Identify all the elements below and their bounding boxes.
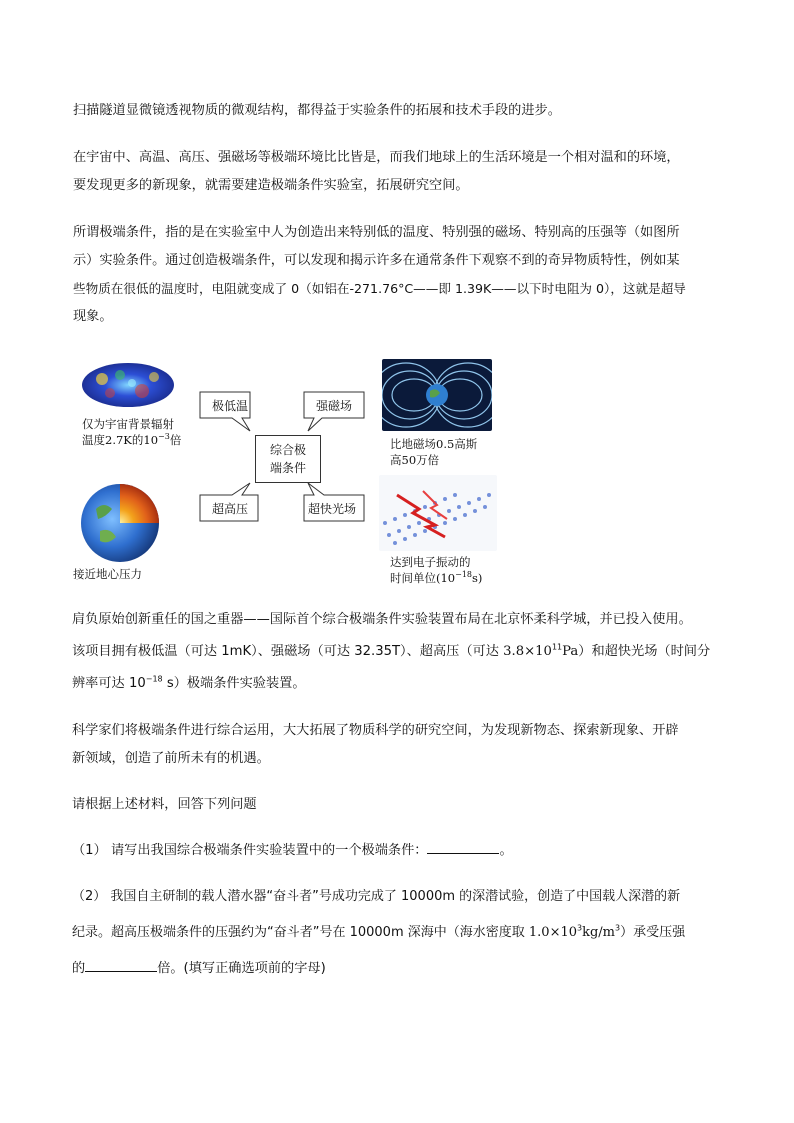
magnet-caption-line-1: 比地磁场0.5高斯 — [390, 437, 478, 451]
magnet-caption-line-2: 高50万倍 — [390, 453, 440, 467]
paragraph-3-line-1: 所谓极端条件，指的是在实验室中人为创造出来特别低的温度、特别强的磁场、特别高的压强等（如图所 — [73, 225, 680, 240]
question-prompt: 请根据上述材料，回答下列问题 — [72, 797, 257, 812]
cmb-caption-line-2: 温度2.7K的$10^{-3}$倍 — [82, 432, 182, 447]
answer-blank-1[interactable] — [427, 839, 499, 854]
paragraph-2-line-1: 在宇宙中、高温、高压、强磁场等极端环境比比皆是，而我们地球上的生活环境是一个相对温和的环境， — [73, 150, 680, 165]
paragraph-2-line-2: 要发现更多的新现象，就需要建造极端条件实验室，拓展研究空间。 — [73, 178, 469, 193]
callout-ultrahigh-pressure: 超高压 — [212, 502, 249, 516]
cmb-caption-line-1: 仅为宇宙背景辐射 — [82, 417, 174, 431]
paragraph-4-line-3: 辨率可达 $10^{-18}$ s）极端条件实验装置。 — [72, 674, 306, 691]
paragraph-4-line-1: 肩负原始创新重任的国之重器——国际首个综合极端条件实验装置布局在北京怀柔科学城，并已投入使用。 — [72, 612, 692, 627]
paragraph-5-line-2: 新领域，创造了前所未有的机遇。 — [72, 751, 270, 766]
laser-caption-line-1: 达到电子振动的 — [390, 555, 471, 569]
paragraph-5-line-1: 科学家们将极端条件进行综合运用，大大拓展了物质科学的研究空间，为发现新物态、探索新现象、开辟 — [72, 723, 679, 738]
callout-ultrafast-light-field: 超快光场 — [308, 502, 357, 516]
question-1: （1） 请写出我国综合极端条件实验装置中的一个极端条件： 。 — [72, 838, 732, 864]
paragraph-1: 扫描隧道显微镜透视物质的微观结构，都得益于实验条件的拓展和技术手段的进步。 — [73, 103, 561, 118]
question-2-line-3: 的 倍。(填写正确选项前的字母) — [72, 956, 732, 982]
center-box-comprehensive-conditions: 综合极 端条件 — [255, 435, 321, 483]
paragraph-3-line-2: 示）实验条件。通过创造极端条件，可以发现和揭示许多在通常条件下观察不到的奇异物质特性，例如某 — [73, 253, 680, 268]
laser-caption-line-2: 时间单位$(10^{-18}s)$ — [390, 570, 483, 585]
answer-blank-2[interactable] — [85, 957, 157, 972]
question-2-line-1: （2） 我国自主研制的载人潜水器“奋斗者”号成功完成了 10000m 的深潜试验，创造了中国载人深潜的新 — [72, 889, 681, 904]
question-2-line-2: 纪录。超高压极端条件的压强约为“奋斗者”号在 10000m 深海中（海水密度取 $1.0\times 10^3kg/m^3$）承受压强 — [72, 923, 686, 940]
earth-caption: 接近地心压力 — [73, 567, 142, 581]
callout-strong-magnetic-field: 强磁场 — [316, 399, 353, 413]
paragraph-3-line-3: 些物质在很低的温度时，电阻就变成了 0（如铝在-271.76°C——即 1.39K——以下时电阻为 0），这就是超导 — [73, 281, 686, 296]
paragraph-3-line-4: 现象。 — [73, 309, 113, 324]
paragraph-4-line-2: 该项目拥有极低温（可达 1mK）、强磁场（可达 32.35T）、超高压（可达 $3.8\times 10^{11}Pa$）和超快光场（时间分 — [72, 642, 711, 659]
callout-low-temperature: 极低温 — [212, 399, 249, 413]
extreme-conditions-figure — [72, 355, 512, 590]
